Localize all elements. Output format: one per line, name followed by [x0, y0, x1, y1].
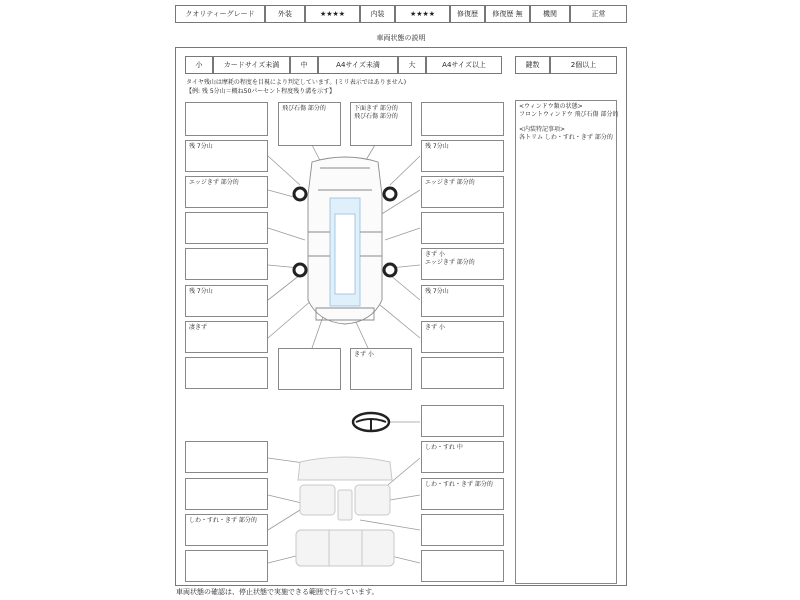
damage-box-bottom-left	[185, 357, 268, 389]
interior-label: 内装	[360, 5, 395, 23]
damage-box-left-6: 凄きず	[185, 321, 268, 353]
damage-box-left-1: 残 7分山	[185, 140, 268, 172]
damage-box-bottom-right	[421, 357, 504, 389]
section-title: 車両状態の説明	[175, 30, 627, 48]
damage-box-right-2: エッジきず 部分的	[421, 176, 504, 208]
footer-note: 車両状態の確認は、停止状態で実施できる範囲で行っています。	[176, 588, 379, 596]
damage-note: 下面きず 部分的	[354, 105, 398, 112]
interior-notes-title: <内装特記事項>	[519, 126, 566, 133]
interior-box-right-3	[421, 514, 504, 546]
interior-box-right-4	[421, 550, 504, 582]
damage-box-left-4	[185, 248, 268, 280]
interior-box-right-2: しわ・すれ・きず 部分的	[421, 478, 504, 510]
exterior-label: 外装	[265, 5, 305, 23]
damage-note: 飛び石傷 部分的	[354, 113, 398, 120]
engine-label: 機関	[530, 5, 570, 23]
steering-wheel-icon	[353, 413, 389, 431]
damage-box-left-3	[185, 212, 268, 244]
damage-box-right-1: 残 7分山	[421, 140, 504, 172]
damage-box-right-6: きず 小	[421, 321, 504, 353]
car-top-view	[308, 157, 382, 324]
front-left-tire-icon	[294, 188, 306, 200]
damage-box-top-right	[421, 102, 504, 136]
damage-box-top-left	[185, 102, 268, 136]
damage-box-bottom-center-left	[278, 348, 341, 390]
window-condition-text: フロントウィンドウ 飛び石傷 部分的	[519, 111, 619, 118]
size-large-label: 大	[398, 56, 426, 74]
interior-notes-text: 各トリム しわ・すれ・きず 部分的	[519, 134, 613, 141]
repair-history-value: 修復歴 無	[485, 5, 530, 23]
interior-seats-diagram	[296, 457, 394, 566]
key-count-label: 鍵数	[515, 56, 550, 74]
interior-box-right-1: しわ・すれ 中	[421, 441, 504, 473]
damage-box-left-2: エッジきず 部分的	[185, 176, 268, 208]
damage-box-left-5: 残 7分山	[185, 285, 268, 317]
interior-box-left-1	[185, 441, 268, 473]
interior-box-steering	[421, 405, 504, 437]
engine-value: 正常	[570, 5, 627, 23]
window-condition-title: <ウィンドウ類の状態>	[519, 103, 583, 110]
tire-note-2: 【例: 残 5分山＝概ね50パーセント程度残り溝を示す】	[186, 88, 336, 95]
damage-box-top-center-right	[350, 102, 412, 146]
interior-box-left-3: しわ・すれ・きず 部分的	[185, 514, 268, 546]
rear-left-tire-icon	[294, 264, 306, 276]
interior-box-left-2	[185, 478, 268, 510]
damage-box-right-3	[421, 212, 504, 244]
repair-history-label: 修復歴	[450, 5, 485, 23]
size-small-label: 小	[185, 56, 213, 74]
damage-box-top-center-left: 飛び石傷 部分的	[278, 102, 341, 146]
key-count-value: 2個以上	[550, 56, 617, 74]
interior-box-left-4	[185, 550, 268, 582]
damage-box-bottom-center-right: きず 小	[350, 348, 412, 390]
damage-box-right-4	[421, 248, 504, 280]
rear-right-tire-icon	[384, 264, 396, 276]
damage-box-right-5: 残 7分山	[421, 285, 504, 317]
tire-note-1: タイヤ残山は摩耗の程度を目視により判定しています。(ミリ表示ではありません)	[186, 79, 407, 86]
damage-note: エッジきず 部分的	[425, 259, 475, 266]
size-large-desc: A4サイズ以上	[426, 56, 502, 74]
size-medium-desc: A4サイズ未満	[318, 56, 398, 74]
front-right-tire-icon	[384, 188, 396, 200]
quality-grade-label: クオリティーグレード	[175, 5, 265, 23]
exterior-stars: ★★★★	[305, 5, 360, 23]
size-medium-label: 中	[290, 56, 318, 74]
damage-note: きず 小	[425, 251, 445, 258]
size-small-desc: カードサイズ未満	[213, 56, 290, 74]
interior-stars: ★★★★	[395, 5, 450, 23]
